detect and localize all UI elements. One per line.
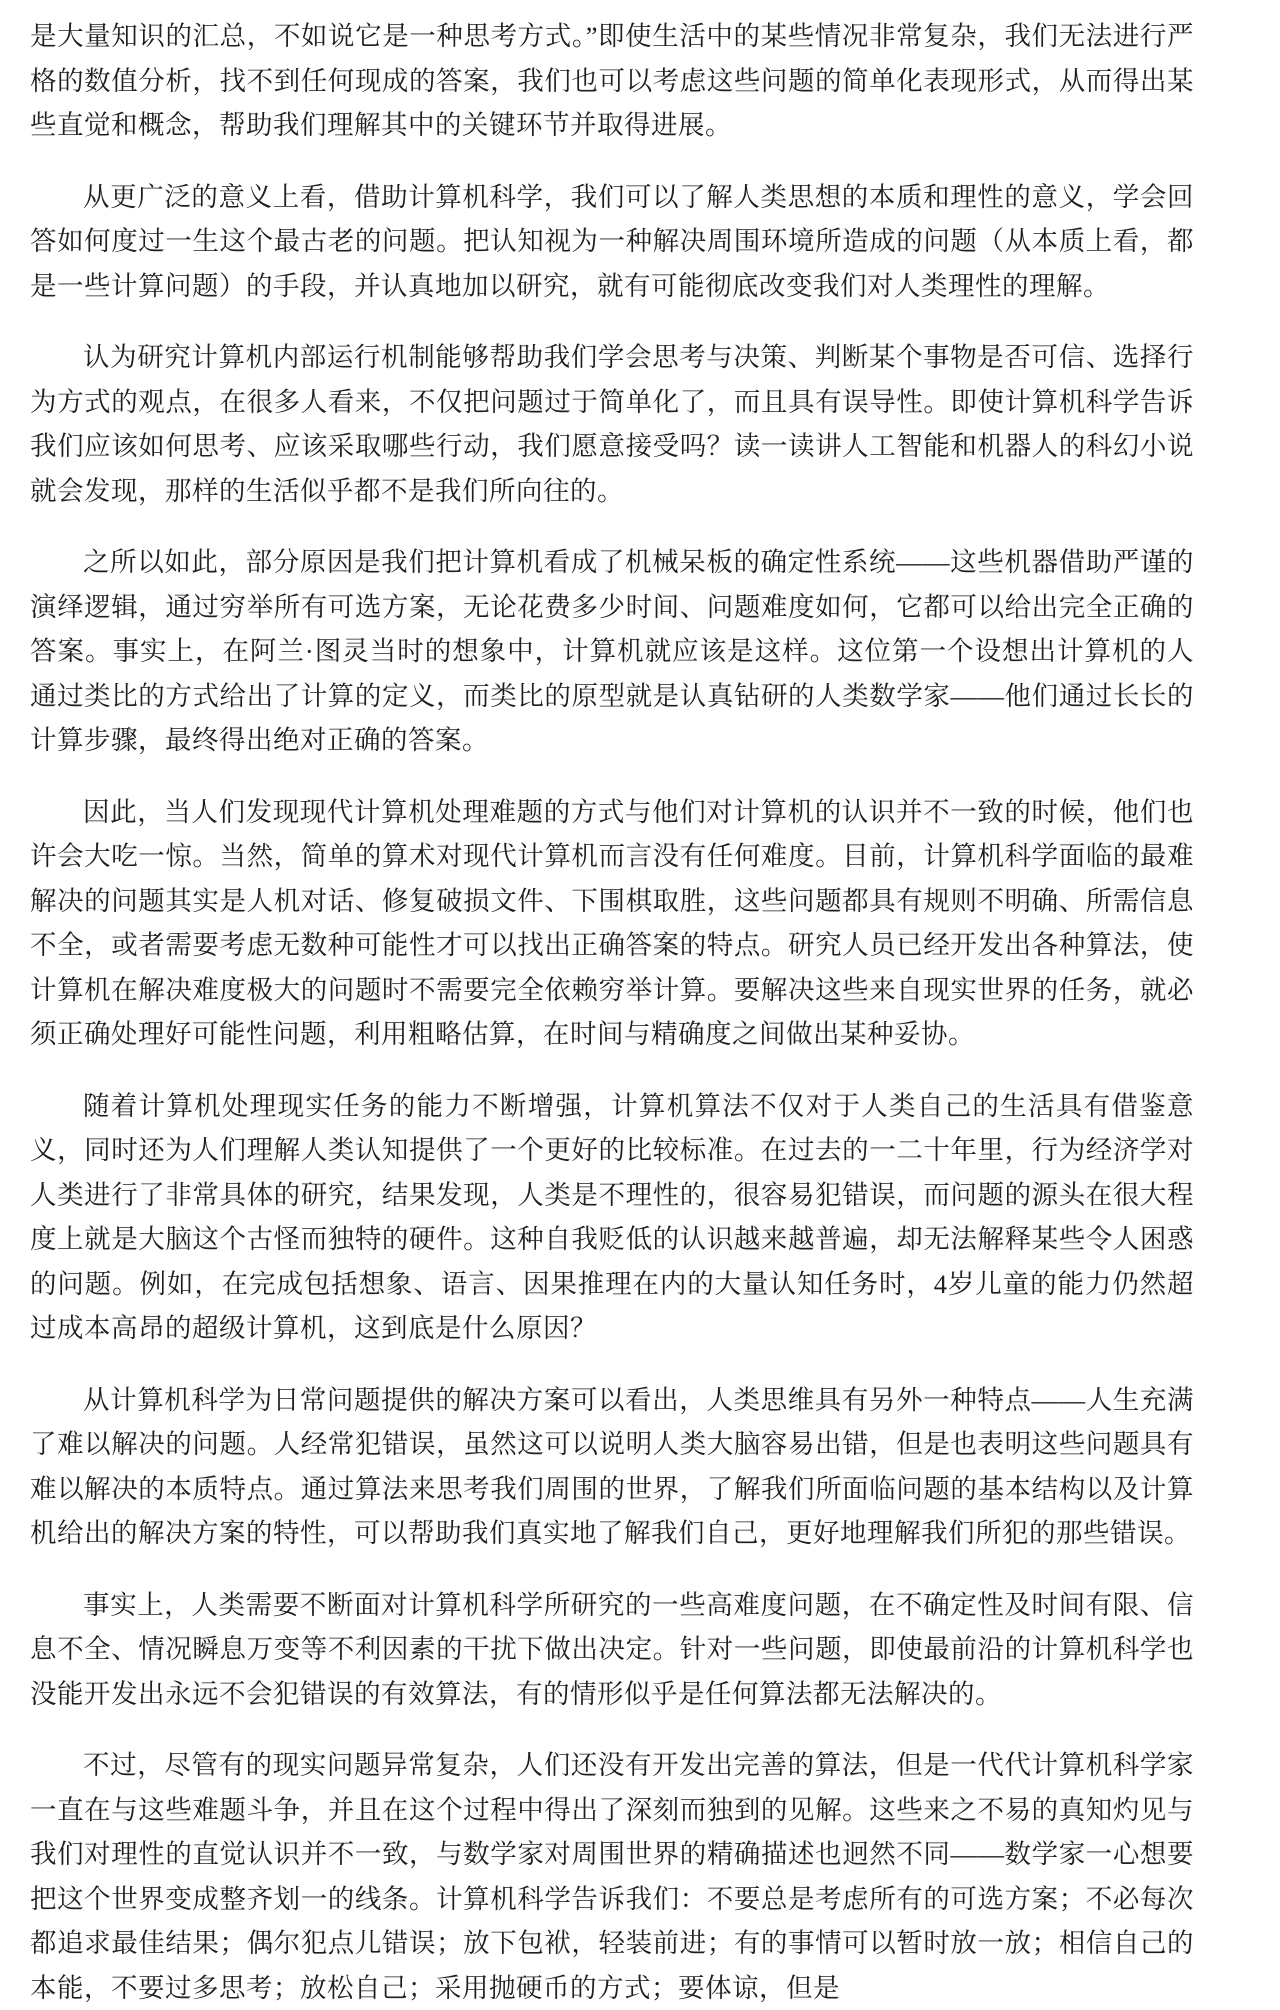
paragraph: 不过，尽管有的现实问题异常复杂，人们还没有开发出完善的算法，但是一代代计算机科学家一直在与这些难题斗争，并且在这个过程中得出了深刻而独到的见解。这些来之不易的真知灼见与我们对理性的直觉认识并不一致，与数学家对周围世界的精确描述也迥然不同——数学家一心想要把这个世界变成整齐划一的线条。计算机科学告诉我们：不要总是考虑所有的可选方案；不必每次都追求最佳结果；偶尔犯点儿错误；放下包袱，轻装前进；有的事情可以暂时放一放；相信自己的本能，不要过多思考；放松自己；采用抛硬币的方式；要体谅，但是 — [30, 1750, 1194, 2003]
paragraph: 从更广泛的意义上看，借助计算机科学，我们可以了解人类思想的本质和理性的意义，学会回答如何度过一生这个最古老的问题。把认知视为一种解决周围环境所造成的问题（从本质上看，都是一些计算问题）的手段，并认真地加以研究，就有可能彻底改变我们对人类理性的理解。 — [30, 181, 1194, 301]
paragraph: 事实上，人类需要不断面对计算机科学所研究的一些高难度问题，在不确定性及时间有限、信息不全、情况瞬息万变等不利因素的干扰下做出决定。针对一些问题，即使最前沿的计算机科学也没能开发出永远不会犯错误的有效算法，有的情形似乎是任何算法都无法解决的。 — [30, 1589, 1194, 1709]
paragraph: 认为研究计算机内部运行机制能够帮助我们学会思考与决策、判断某个事物是否可信、选择行为方式的观点，在很多人看来，不仅把问题过于简单化了，而且具有误导性。即使计算机科学告诉我们应该如何思考、应该采取哪些行动，我们愿意接受吗？读一读讲人工智能和机器人的科幻小说就会发现，那样的生活似乎都不是我们所向往的。 — [30, 342, 1194, 506]
paragraph: 从计算机科学为日常问题提供的解决方案可以看出，人类思维具有另外一种特点——人生充满了难以解决的问题。人经常犯错误，虽然这可以说明人类大脑容易出错，但是也表明这些问题具有难以解决的本质特点。通过算法来思考我们周围的世界，了解我们所面临问题的基本结构以及计算机给出的解决方案的特性，可以帮助我们真实地了解我们自己，更好地理解我们所犯的那些错误。 — [30, 1384, 1194, 1548]
paragraph: 随着计算机处理现实任务的能力不断增强，计算机算法不仅对于人类自己的生活具有借鉴意义，同时还为人们理解人类认知提供了一个更好的比较标准。在过去的一二十年里，行为经济学对人类进行了非常具体的研究，结果发现，人类是不理性的，很容易犯错误，而问题的源头在很大程度上就是大脑这个古怪而独特的硬件。这种自我贬低的认识越来越普遍，却无法解释某些令人困惑的问题。例如，在完成包括想象、语言、因果推理在内的大量认知任务时，4岁儿童的能力仍然超过成本高昂的超级计算机，这到底是什么原因？ — [30, 1090, 1194, 1343]
paragraph: 是大量知识的汇总，不如说它是一种思考方式。”即使生活中的某些情况非常复杂，我们无法进行严格的数值分析，找不到任何现成的答案，我们也可以考虑这些问题的简单化表现形式，从而得出某些直觉和概念，帮助我们理解其中的关键环节并取得进展。 — [30, 21, 1194, 140]
paragraph: 因此，当人们发现现代计算机处理难题的方式与他们对计算机的认识并不一致的时候，他们也许会大吃一惊。当然，简单的算术对现代计算机而言没有任何难度。目前，计算机科学面临的最难解决的问题其实是人机对话、修复破损文件、下围棋取胜，这些问题都具有规则不明确、所需信息不全，或者需要考虑无数种可能性才可以找出正确答案的特点。研究人员已经开发出各种算法，使计算机在解决难度极大的问题时不需要完全依赖穷举计算。要解决这些来自现实世界的任务，就必须正确处理好可能性问题，利用粗略估算，在时间与精确度之间做出某种妥协。 — [30, 796, 1194, 1049]
paragraph: 之所以如此，部分原因是我们把计算机看成了机械呆板的确定性系统——这些机器借助严谨的演绎逻辑，通过穷举所有可选方案，无论花费多少时间、问题难度如何，它都可以给出完全正确的答案。事实上，在阿兰·图灵当时的想象中，计算机就应该是这样。这位第一个设想出计算机的人通过类比的方式给出了计算的定义，而类比的原型就是认真钻研的人类数学家——他们通过长长的计算步骤，最终得出绝对正确的答案。 — [30, 547, 1194, 755]
text-column — [30, 14, 1194, 2010]
